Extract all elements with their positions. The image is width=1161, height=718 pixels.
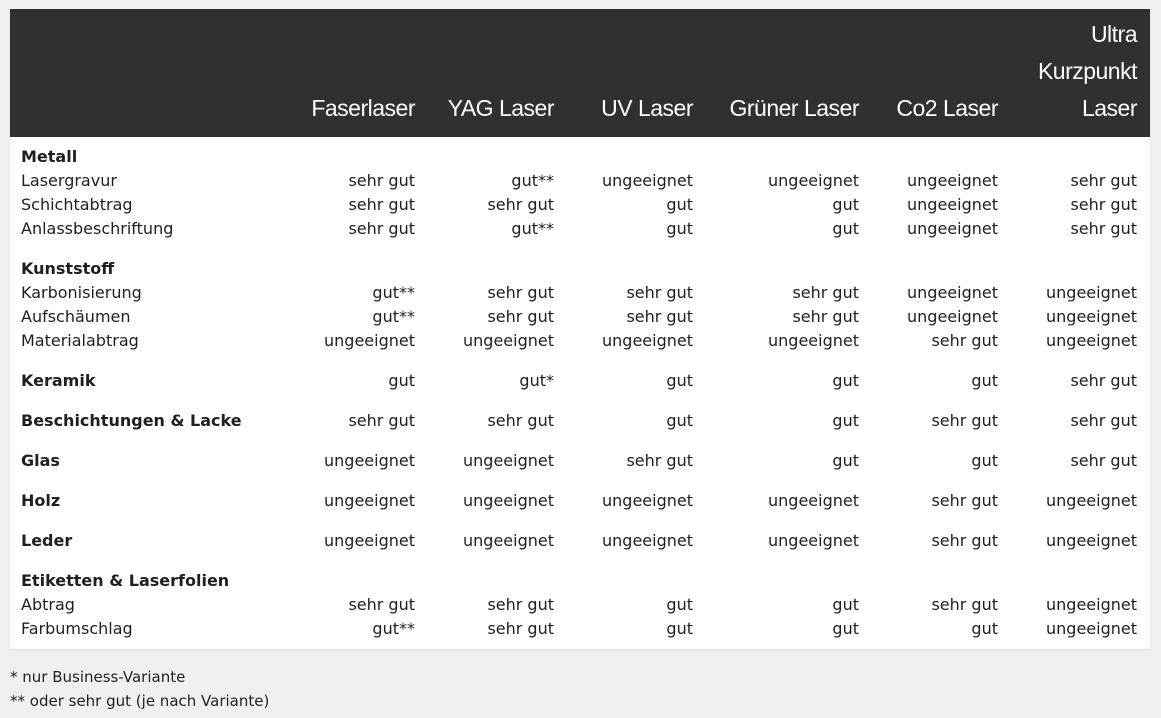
table-cell: ungeeignet — [768, 331, 859, 350]
column-header-1: YAG Laser — [447, 95, 554, 121]
table-cell: gut — [832, 219, 859, 238]
table-cell: ungeeignet — [324, 331, 415, 350]
table-row — [10, 617, 1150, 641]
table-cell: ungeeignet — [768, 531, 859, 550]
table-cell: gut — [832, 195, 859, 214]
table-cell: ungeeignet — [768, 171, 859, 190]
table-cell: sehr gut — [487, 307, 554, 326]
table-cell: gut** — [372, 283, 415, 302]
table-cell: ungeeignet — [907, 283, 998, 302]
row-label: Karbonisierung — [21, 283, 142, 302]
table-cell: sehr gut — [931, 491, 998, 510]
table-cell: sehr gut — [931, 531, 998, 550]
table-cell: sehr gut — [487, 195, 554, 214]
category-label: Metall — [21, 147, 78, 166]
category-label: Etiketten & Laserfolien — [21, 571, 230, 590]
footnote-1: * nur Business-Variante — [10, 668, 186, 686]
table-cell: sehr gut — [1070, 171, 1137, 190]
table-cell: gut — [832, 595, 859, 614]
category-row — [10, 145, 1150, 169]
category-row — [10, 409, 1150, 433]
table-cell: ungeeignet — [1046, 283, 1137, 302]
table-row — [10, 217, 1150, 241]
table-cell: ungeeignet — [1046, 331, 1137, 350]
category-label: Glas — [21, 451, 60, 470]
table-cell: gut — [666, 195, 693, 214]
table-cell: sehr gut — [626, 307, 693, 326]
table-cell: ungeeignet — [463, 491, 554, 510]
category-row — [10, 449, 1150, 473]
column-header-5 — [937, 16, 1137, 127]
column-header-line: Laser — [1081, 95, 1137, 121]
table-cell: sehr gut — [1070, 451, 1137, 470]
table-cell: sehr gut — [931, 411, 998, 430]
table-cell: ungeeignet — [768, 491, 859, 510]
table-cell: sehr gut — [792, 307, 859, 326]
row-label: Farbumschlag — [21, 619, 133, 638]
table-row — [10, 169, 1150, 193]
table-cell: ungeeignet — [324, 491, 415, 510]
table-cell: gut — [971, 371, 998, 390]
category-row — [10, 569, 1150, 593]
table-cell: gut — [832, 411, 859, 430]
table-cell: gut — [666, 371, 693, 390]
table-cell: ungeeignet — [602, 171, 693, 190]
category-row — [10, 489, 1150, 513]
table-cell: gut — [666, 411, 693, 430]
table-cell: sehr gut — [626, 451, 693, 470]
table-cell: ungeeignet — [602, 491, 693, 510]
table-cell: sehr gut — [1070, 195, 1137, 214]
row-label: Schichtabtrag — [21, 195, 133, 214]
table-cell: gut — [832, 619, 859, 638]
row-label: Abtrag — [21, 595, 75, 614]
laser-comparison-table — [10, 9, 1150, 649]
table-cell: ungeeignet — [1046, 619, 1137, 638]
table-cell: sehr gut — [348, 219, 415, 238]
row-label: Materialabtrag — [21, 331, 139, 350]
category-label: Holz — [21, 491, 61, 510]
table-cell: sehr gut — [348, 411, 415, 430]
table-cell: ungeeignet — [1046, 491, 1137, 510]
category-label: Kunststoff — [21, 259, 115, 278]
table-row — [10, 193, 1150, 217]
column-header-3: Grüner Laser — [729, 95, 859, 121]
category-label: Leder — [21, 531, 73, 550]
table-cell: ungeeignet — [1046, 595, 1137, 614]
table-cell: gut — [971, 619, 998, 638]
table-cell: sehr gut — [348, 595, 415, 614]
footnote-2: ** oder sehr gut (je nach Variante) — [10, 692, 270, 710]
column-header-2: UV Laser — [601, 95, 693, 121]
table-cell: sehr gut — [487, 411, 554, 430]
table-cell: sehr gut — [348, 171, 415, 190]
column-header-line: Ultra — [1090, 21, 1137, 47]
table-cell: gut — [971, 451, 998, 470]
table-cell: sehr gut — [487, 619, 554, 638]
column-header-line: Kurzpunkt — [1037, 58, 1137, 84]
table-cell: gut** — [372, 307, 415, 326]
table-cell: sehr gut — [487, 283, 554, 302]
category-row — [10, 529, 1150, 553]
table-cell: ungeeignet — [1046, 307, 1137, 326]
table-cell: gut — [832, 451, 859, 470]
category-row — [10, 257, 1150, 281]
table-cell: ungeeignet — [463, 531, 554, 550]
table-cell: gut** — [511, 171, 554, 190]
table-cell: sehr gut — [1070, 219, 1137, 238]
table-cell: gut — [666, 219, 693, 238]
row-label: Anlassbeschriftung — [21, 219, 174, 238]
table-cell: gut — [666, 595, 693, 614]
table-cell: gut — [666, 619, 693, 638]
row-label: Aufschäumen — [21, 307, 131, 326]
table-cell: ungeeignet — [907, 219, 998, 238]
table-row — [10, 305, 1150, 329]
table-cell: sehr gut — [487, 595, 554, 614]
category-row — [10, 369, 1150, 393]
category-label: Beschichtungen & Lacke — [21, 411, 242, 430]
table-cell: ungeeignet — [907, 195, 998, 214]
table-cell: gut** — [511, 219, 554, 238]
table-cell: sehr gut — [1070, 411, 1137, 430]
table-row — [10, 593, 1150, 617]
table-cell: ungeeignet — [324, 531, 415, 550]
footnotes — [10, 665, 269, 713]
row-label: Lasergravur — [21, 171, 117, 190]
table-cell: ungeeignet — [907, 171, 998, 190]
column-header-0: Faserlaser — [311, 95, 415, 121]
table-cell: sehr gut — [348, 195, 415, 214]
table-row — [10, 329, 1150, 353]
table-cell: ungeeignet — [602, 531, 693, 550]
table-cell: sehr gut — [792, 283, 859, 302]
table-cell: ungeeignet — [463, 451, 554, 470]
table-cell: gut — [832, 371, 859, 390]
table-cell: sehr gut — [931, 331, 998, 350]
table-cell: gut** — [372, 619, 415, 638]
table-cell: ungeeignet — [602, 331, 693, 350]
table-cell: ungeeignet — [1046, 531, 1137, 550]
table-cell: sehr gut — [626, 283, 693, 302]
table-cell: ungeeignet — [463, 331, 554, 350]
category-label: Keramik — [21, 371, 96, 390]
table-cell: sehr gut — [931, 595, 998, 614]
table-header — [10, 9, 1150, 137]
table-cell: gut — [388, 371, 415, 390]
table-row — [10, 281, 1150, 305]
table-cell: ungeeignet — [324, 451, 415, 470]
table-cell: gut* — [519, 371, 554, 390]
table-cell: sehr gut — [1070, 371, 1137, 390]
table-cell: ungeeignet — [907, 307, 998, 326]
column-header-4: Co2 Laser — [896, 95, 998, 121]
